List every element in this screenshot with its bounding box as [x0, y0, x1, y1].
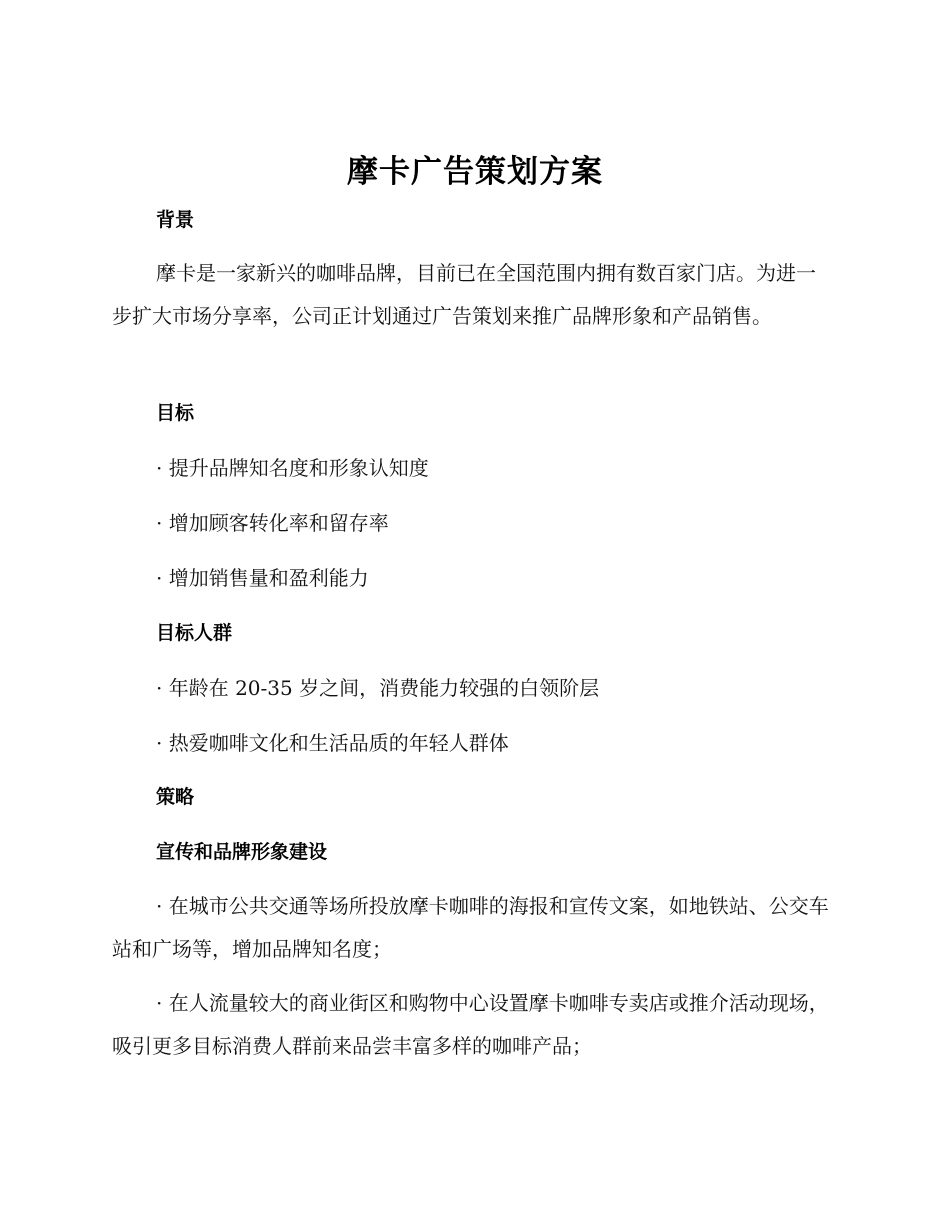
branding-item-1: · 在城市公共交通等场所投放摩卡咖啡的海报和宣传文案，如地铁站、公交车站和广场等，增加品牌知名度；: [112, 894, 829, 961]
audience-item-2: · 热爱咖啡文化和生活品质的年轻人群体: [156, 731, 509, 755]
section-heading-strategy: 策略: [156, 786, 195, 808]
section-heading-background: 背景: [156, 209, 195, 231]
branding-item-2: · 在人流量较大的商业街区和购物中心设置摩卡咖啡专卖店或推介活动现场，吸引更多目标消费人群前来品尝丰富多样的咖啡产品；: [112, 991, 829, 1058]
section-heading-goals: 目标: [156, 402, 195, 424]
section-heading-branding: 宣传和品牌形象建设: [156, 841, 328, 863]
document-title: 摩卡广告策划方案: [347, 154, 603, 190]
audience-item-1: · 年龄在 20-35 岁之间，消费能力较强的白领阶层: [156, 676, 600, 700]
goal-item-3: · 增加销售量和盈利能力: [156, 566, 369, 590]
background-paragraph: 摩卡是一家新兴的咖啡品牌，目前已在全国范围内拥有数百家门店。为进一步扩大市场分享率，公司正计划通过广告策划来推广品牌形象和产品销售。: [112, 261, 816, 328]
goal-item-1: · 提升品牌知名度和形象认知度: [156, 456, 429, 480]
section-heading-audience: 目标人群: [156, 622, 233, 644]
goal-item-2: · 增加顾客转化率和留存率: [156, 511, 389, 535]
